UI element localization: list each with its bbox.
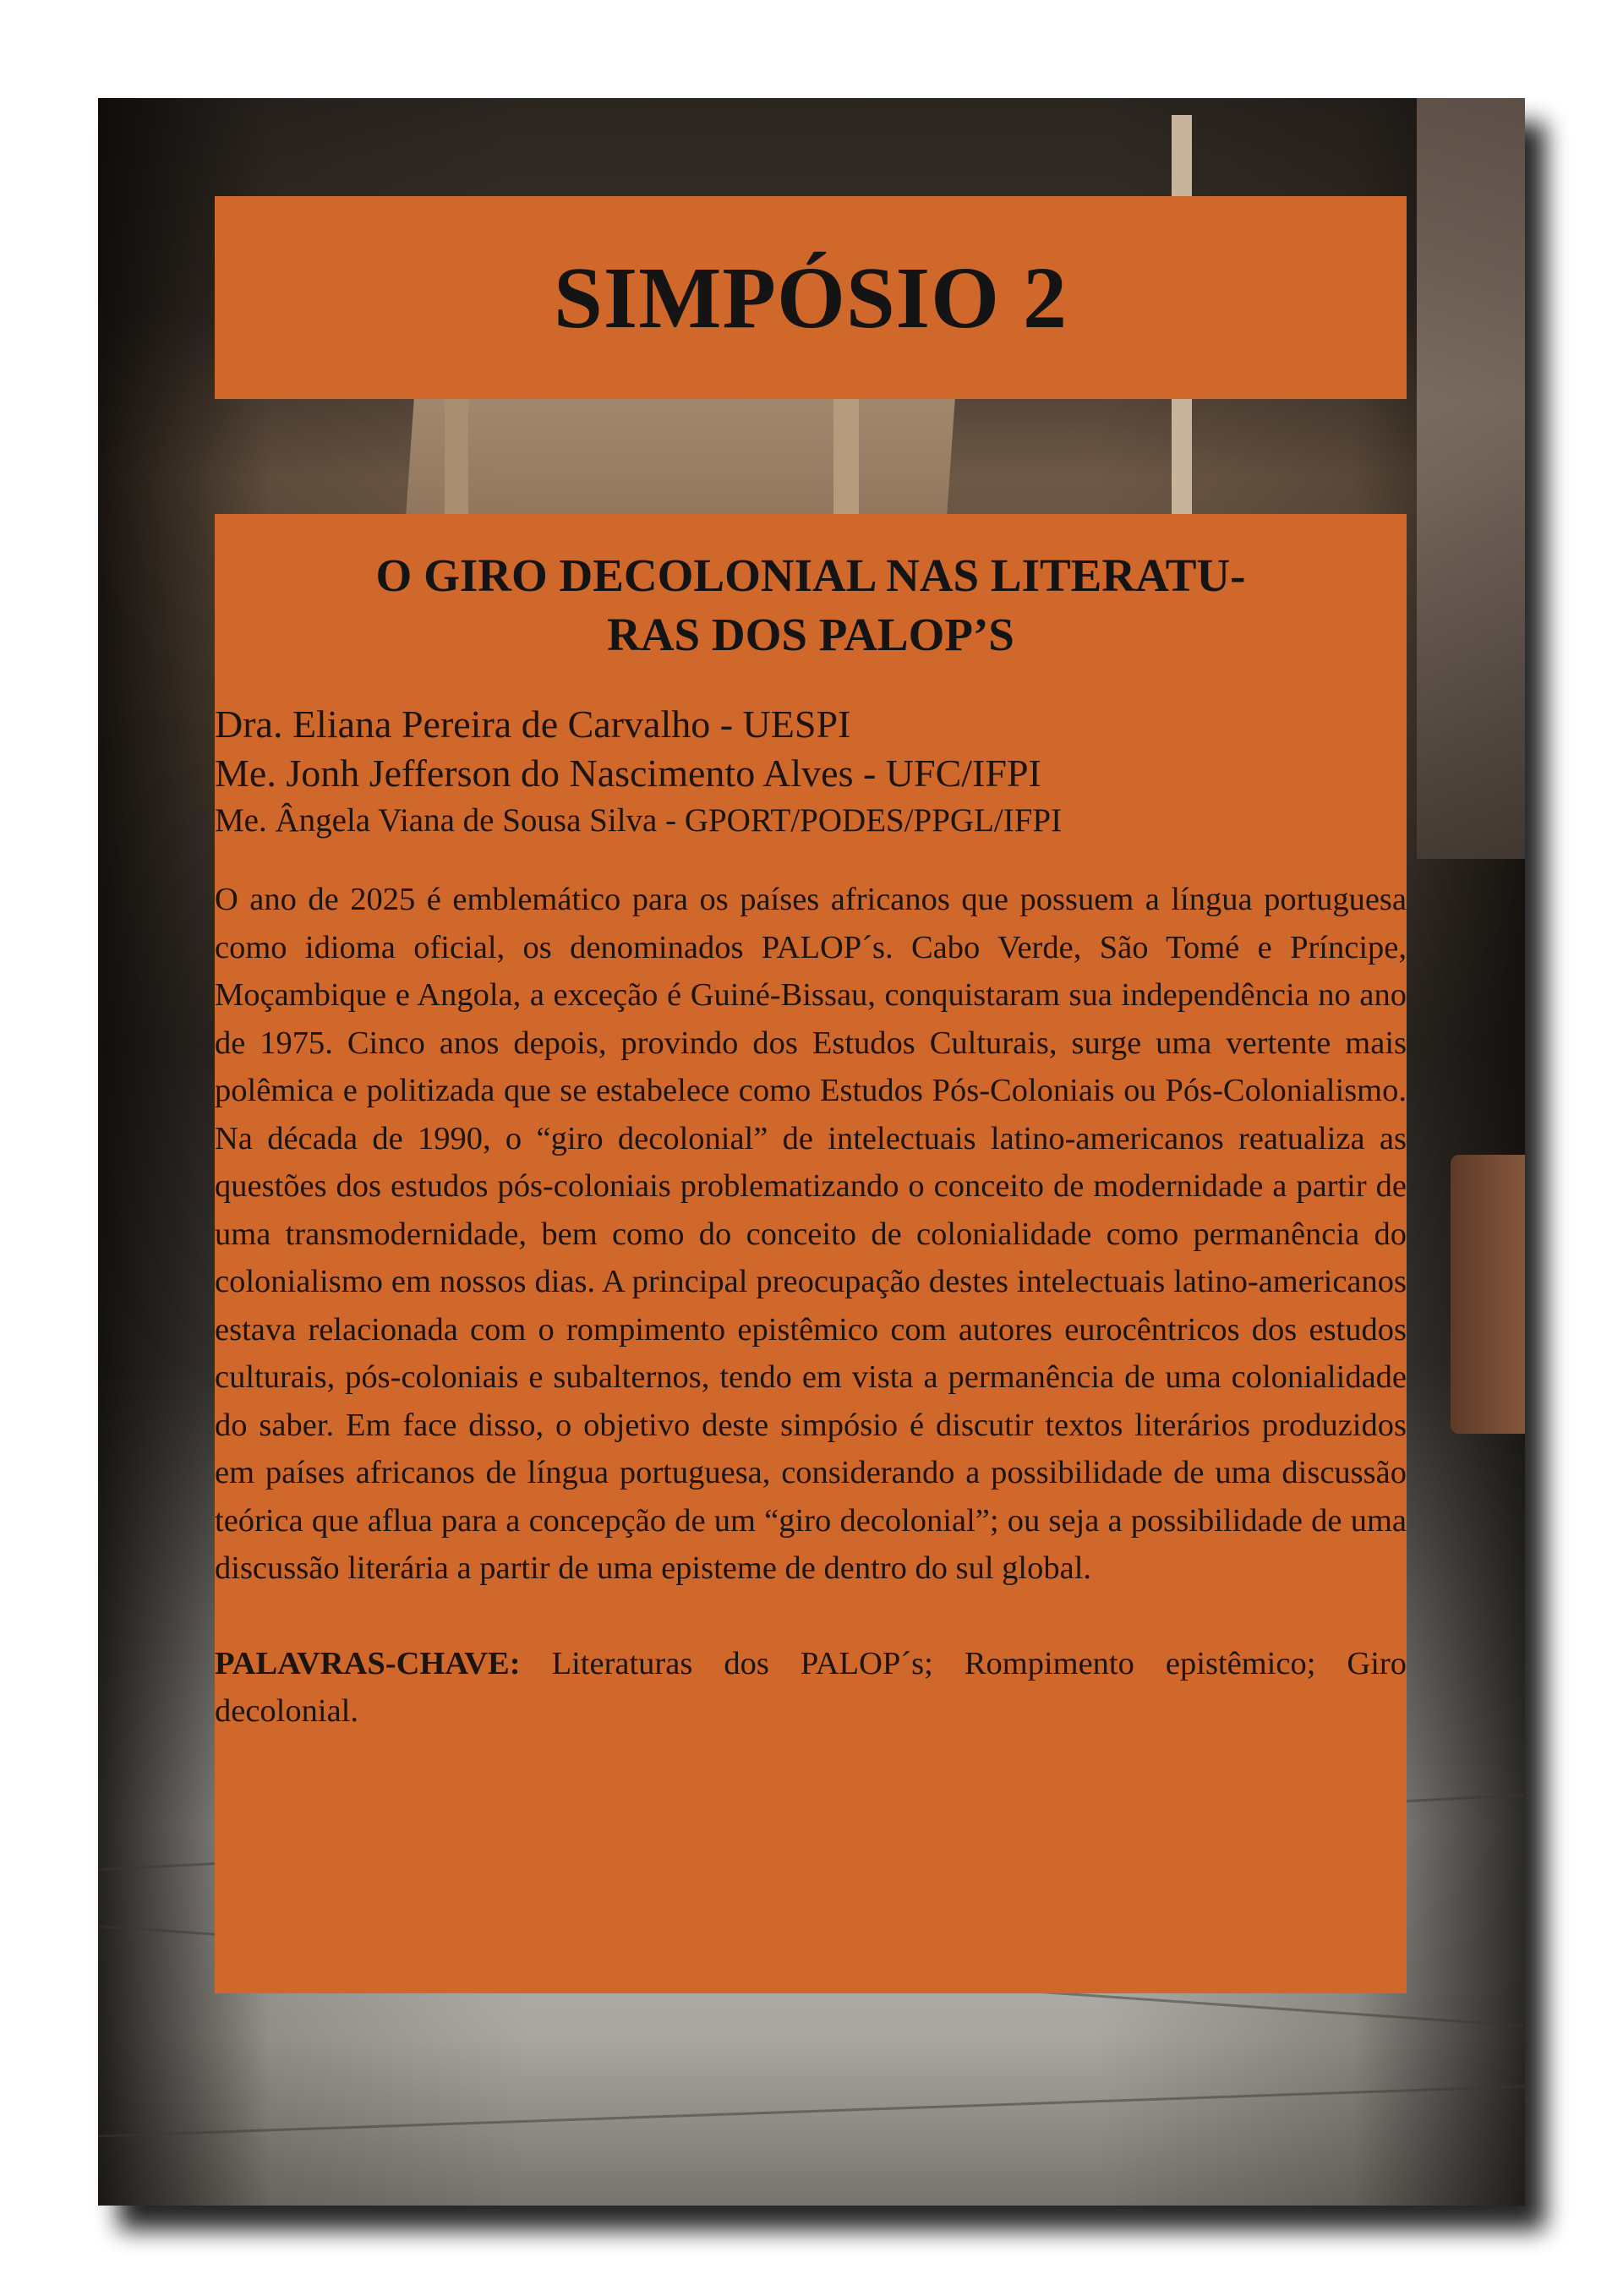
author-list [215, 700, 1407, 844]
title-banner [215, 196, 1407, 399]
author-line: Me. Ângela Viana de Sousa Silva - GPORT/PODES/PPGL/IFPI [215, 802, 1063, 839]
background-pot [1451, 1155, 1525, 1434]
keywords-label: PALAVRAS-CHAVE: [215, 1645, 521, 1681]
author-line: Me. Jonh Jefferson do Nascimento Alves - UFC/IFPI [215, 752, 1041, 795]
poster-background-photo [98, 98, 1525, 2206]
keywords-paragraph [215, 1640, 1407, 1736]
background-wall [1417, 98, 1525, 859]
page-title: SIMPÓSIO 2 [553, 249, 1068, 347]
author-line: Dra. Eliana Pereira de Carvalho - UESPI [215, 702, 851, 746]
subtitle-line: RAS DOS PALOP’S [607, 609, 1014, 660]
symposium-subtitle [215, 546, 1407, 664]
subtitle-line: O GIRO DECOLONIAL NAS LITERATU- [375, 549, 1246, 601]
keywords-text: Literaturas dos PALOP´s; Rompimento epistêmico; Giro decolonial. [215, 1645, 1407, 1729]
content-panel [215, 514, 1407, 1993]
background-floor-line [98, 2086, 1524, 2138]
abstract-paragraph: O ano de 2025 é emblemático para os países africanos que possuem a língua portuguesa como idioma oficial, os denominados PALOP´s. Cabo Verde, São Tomé e Príncipe, Moçambique e Angola, a exceção é Guiné-Bissau, conquistaram sua independência no ano de 1975. Cinco anos depois, provindo dos Estudos Culturais, surge uma vertente mais polêmica e politizada que se estabelece como Estudos Pós-Coloniais ou Pós-Colonialismo. Na década de 1990, o “giro decolonial” de intelectuais latino-americanos reatualiza as questões dos estudos pós-coloniais problematizando o conceito de modernidade a partir de uma transmodernidade, bem como do conceito de colonialidade como permanência do colonialismo em nossos dias. A principal preocupação destes intelectuais latino-americanos estava relacionada com o rompimento epistêmico com autores eurocêntricos dos estudos culturais, pós-coloniais e subalternos, tendo em vista a permanência de uma colonialidade do saber. Em face disso, o objetivo deste simpósio é discutir textos literários produzidos em países africanos de língua portuguesa, considerando a possibilidade de uma discussão teórica que aflua para a concepção de um “giro decolonial”; ou seja a possibilidade de uma discussão literária a partir de uma episteme de dentro do sul global. [215, 882, 1407, 1586]
